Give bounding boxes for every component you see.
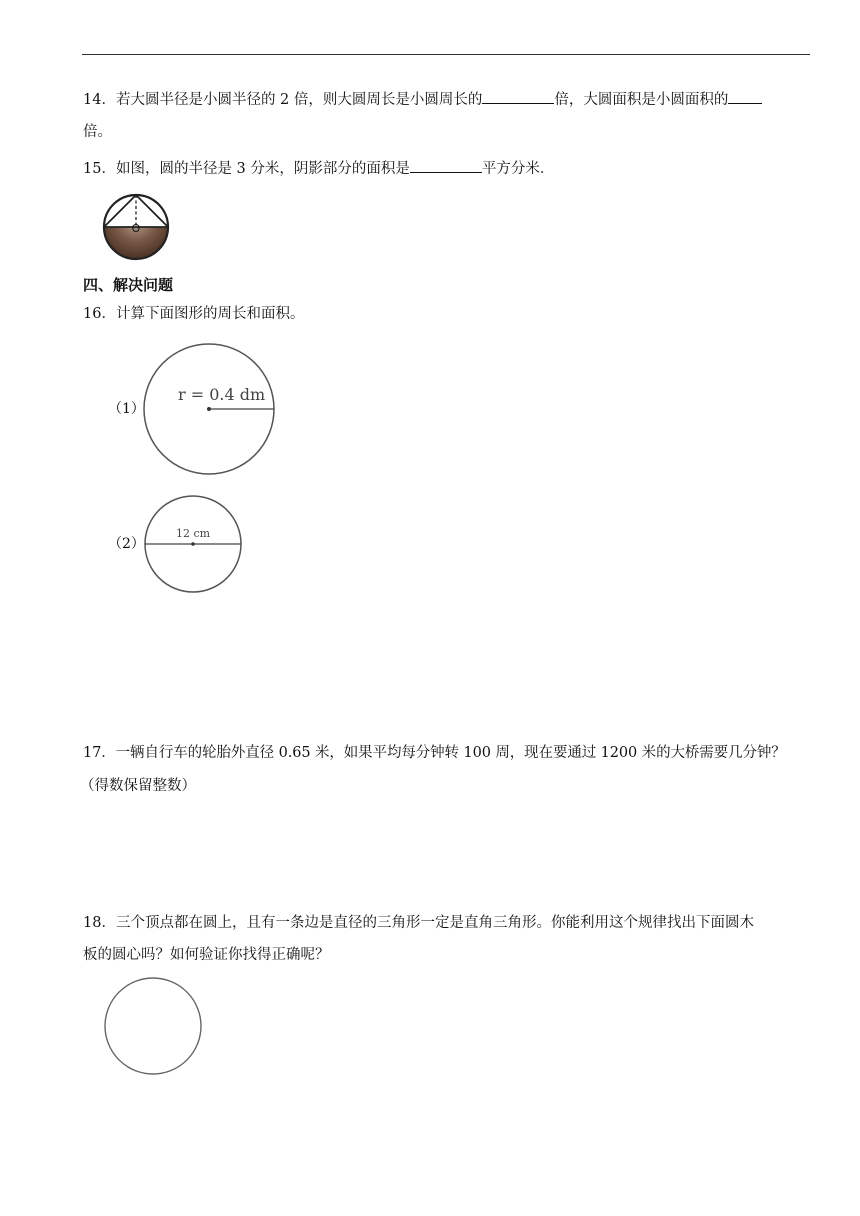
q16-line bbox=[83, 304, 304, 324]
q18-line2 bbox=[83, 945, 330, 965]
q15-circle-figure bbox=[100, 192, 172, 262]
q15-text-b: 平方分米． bbox=[481, 161, 555, 177]
q14-number: 14． bbox=[83, 92, 116, 108]
q16-part2-label: （2） bbox=[108, 536, 145, 552]
q18-wooden-board-circle bbox=[102, 975, 204, 1079]
q15-line bbox=[83, 158, 554, 179]
q14-text-a: 若大圆半径是小圆半径的 2 倍，则大圆周长是小圆周长的 bbox=[115, 92, 483, 108]
q14-blank-2[interactable] bbox=[728, 89, 762, 104]
q17-number: 17． bbox=[83, 745, 116, 761]
q15-text-a: 如图，圆的半径是 3 分米，阴影部分的面积是 bbox=[115, 161, 410, 177]
q17-text-a: 一辆自行车的轮胎外直径 0.65 米，如果平均每分钟转 100 周，现在要通过 1200 米的大桥需要几分钟？ bbox=[115, 745, 786, 761]
q14-line2 bbox=[83, 122, 112, 142]
q17-line1 bbox=[83, 743, 786, 763]
q15-number: 15． bbox=[83, 161, 116, 177]
section-4-heading: 四、解决问题 bbox=[83, 276, 174, 294]
q18-circle-outline bbox=[105, 978, 201, 1074]
q18-line1 bbox=[83, 913, 754, 933]
q16-part1-annotation: r = 0.4 dm bbox=[178, 385, 266, 404]
q15-blank[interactable] bbox=[410, 158, 482, 173]
q16-part1-label: （1） bbox=[108, 401, 145, 417]
q14-line1 bbox=[83, 89, 762, 110]
q16-part1-circle-figure bbox=[140, 342, 280, 478]
q15-center-label: O bbox=[131, 222, 141, 235]
q14-blank-1[interactable] bbox=[482, 89, 554, 104]
header-rule bbox=[82, 54, 810, 55]
q14-text-b: 倍，大圆面积是小圆面积的 bbox=[554, 92, 729, 108]
q18-text-a: 三个顶点都在圆上，且有一条边是直径的三角形一定是直角三角形。你能利用这个规律找出下面圆木 bbox=[115, 915, 754, 931]
q18-number: 18． bbox=[83, 915, 116, 931]
q16-part1-center-dot bbox=[207, 407, 211, 411]
q17-text-b: （得数保留整数） bbox=[80, 778, 196, 794]
q16-number: 16． bbox=[83, 306, 116, 322]
q14-text-c: 倍。 bbox=[83, 124, 112, 140]
q17-line2 bbox=[80, 776, 196, 796]
q16-part2-center-dot bbox=[191, 542, 195, 546]
q16-part2-circle-figure bbox=[140, 493, 246, 595]
q16-text: 计算下面图形的周长和面积。 bbox=[115, 306, 305, 322]
q18-text-b: 板的圆心吗？如何验证你找得正确呢？ bbox=[83, 947, 330, 963]
q16-part2-annotation: 12 cm bbox=[175, 527, 211, 540]
